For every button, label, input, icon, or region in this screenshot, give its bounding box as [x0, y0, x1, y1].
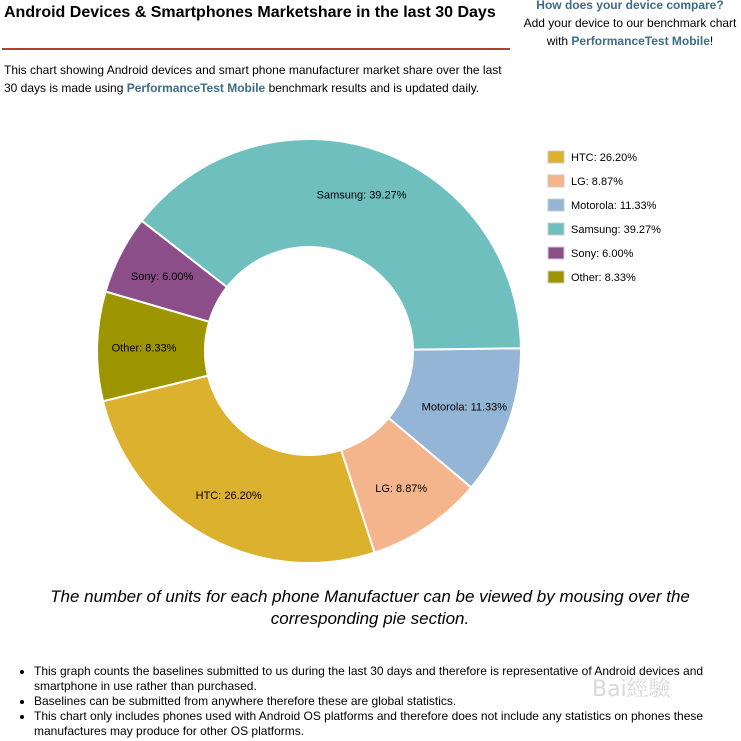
note-item: • This graph counts the baselines submitted to us during the last 30 days and therefore is representative of Android devices and smartphone in use rather than purchased. — [34, 664, 735, 694]
chart-caption: The number of units for each phone Manufactuer can be viewed by mousing over the corresponding pie section. — [50, 587, 690, 628]
legend-swatch-lg — [548, 175, 564, 187]
slice-label-sony: Sony: 6.00% — [130, 270, 194, 283]
note-item: • Baselines can be submitted from anywhere therefore these are global statistics. — [34, 694, 735, 709]
compare-exclaim: ! — [709, 34, 714, 48]
baidu-watermark: Bai經驗 — [592, 677, 671, 702]
compare-with-text: with — [546, 34, 572, 48]
legend-label-lg: LG: 8.87% — [571, 176, 623, 188]
legend-label-motorola: Motorola: 11.33% — [571, 200, 657, 212]
slice-label-lg: LG: 8.87% — [375, 482, 428, 495]
legend-swatch-sony — [548, 247, 564, 259]
legend-swatch-motorola — [548, 199, 564, 211]
compare-performancetest-link[interactable]: PerformanceTest Mobile — [571, 34, 710, 48]
legend-label-htc: HTC: 26.20% — [571, 152, 638, 164]
legend-swatch-htc — [548, 151, 564, 163]
note-item: • This chart only includes phones used with Android OS platforms and therefore does not include any statistics on phones these manufactures may produce for other OS platforms. — [34, 709, 735, 739]
chart-legend — [548, 151, 661, 284]
legend-swatch-samsung — [548, 223, 564, 235]
legend-label-sony: Sony: 6.00% — [571, 248, 634, 260]
legend-label-samsung: Samsung: 39.27% — [571, 224, 661, 236]
slice-label-samsung: Samsung: 39.27% — [316, 189, 407, 202]
slice-htc[interactable] — [103, 376, 375, 563]
page-title: Android Devices & Smartphones Marketshare in the last 30 Days — [4, 4, 496, 21]
compare-line: Add your device to our benchmark chart — [523, 16, 737, 30]
performancetest-link[interactable]: PerformanceTest Mobile — [126, 81, 266, 95]
intro-text-end: benchmark results and is updated daily. — [265, 81, 480, 95]
intro-text-start: This chart showing Android devices and smart phone manufacturer market share over the last 30 days is made using — [4, 63, 502, 95]
legend-swatch-other — [548, 271, 564, 283]
slice-label-motorola: Motorola: 11.33% — [421, 401, 508, 414]
compare-question-link[interactable]: How does your device compare? — [536, 0, 724, 12]
slice-label-other: Other: 8.33% — [111, 342, 177, 355]
slice-label-htc: HTC: 26.20% — [195, 490, 262, 503]
legend-label-other: Other: 8.33% — [571, 272, 636, 284]
